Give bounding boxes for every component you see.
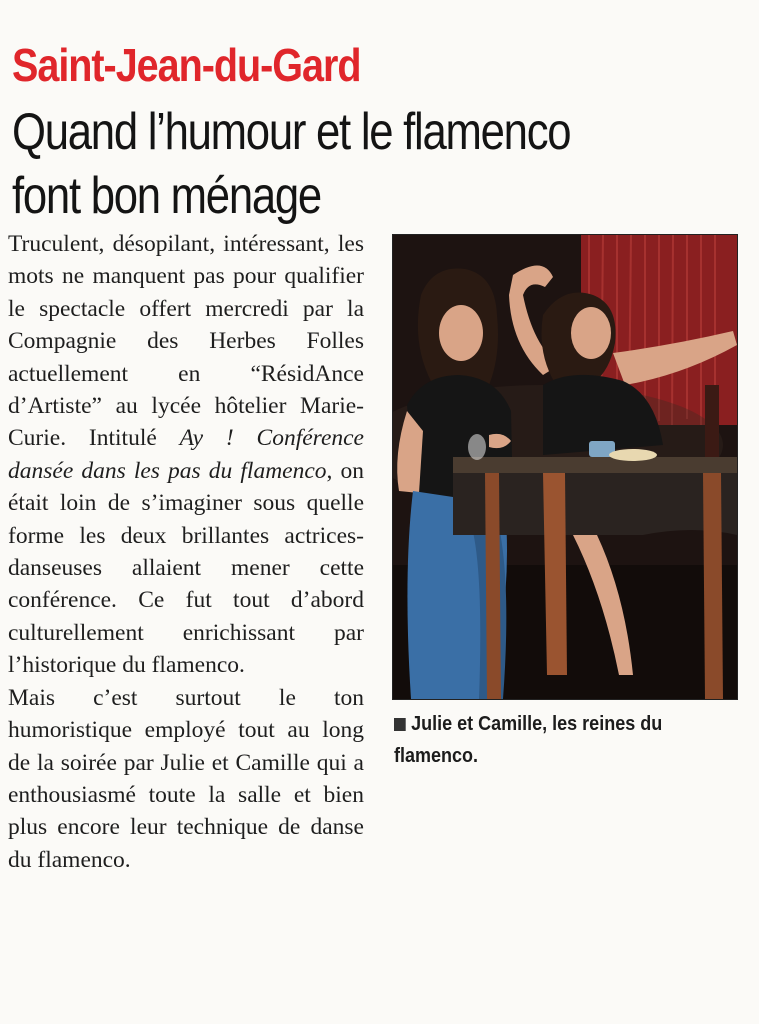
paragraph-1-text-b: , on était loin de s’imaginer sous quelle forme les deux brillantes actrices-danseuses allaient mener cette conférence. Ce fut tout d’abord culturellement enrichissant par l’historique du flamenco. — [8, 457, 365, 679]
photo-illustration — [393, 235, 737, 699]
caption-text: Julie et Camille, les reines du flamenco. — [394, 713, 663, 767]
show-title: Ay ! Conférence dansée dans les pas du flamenco — [8, 425, 364, 484]
article-photo — [392, 234, 738, 700]
location-kicker: Saint-Jean-du-Gard — [12, 39, 361, 91]
caption-square-icon — [394, 718, 406, 731]
headline-line-2: font bon ménage — [12, 167, 321, 225]
paragraph-2: Mais c’est surtout le ton humoristique employé tout au long de la soirée par Julie et Camille qui a enthousiasmé toute la salle et bien plus encore leur technique de danse du flamenco. — [8, 684, 364, 873]
paragraph-1 — [8, 228, 364, 682]
article-body — [8, 228, 364, 876]
photo-caption — [394, 708, 700, 772]
paragraph-1-text-a: Truculent, désopilant, intéressant, les mots ne manquent pas pour qualifier le spectacle offert mercredi par la Compagnie des Herbes Folles actuellement en “RésidAnce d’Artiste” au lycée hôtelier Marie-Curie. Intitulé — [8, 231, 364, 452]
article-headline — [12, 100, 570, 228]
headline-line-1: Quand l’humour et le flamenco — [12, 103, 571, 161]
